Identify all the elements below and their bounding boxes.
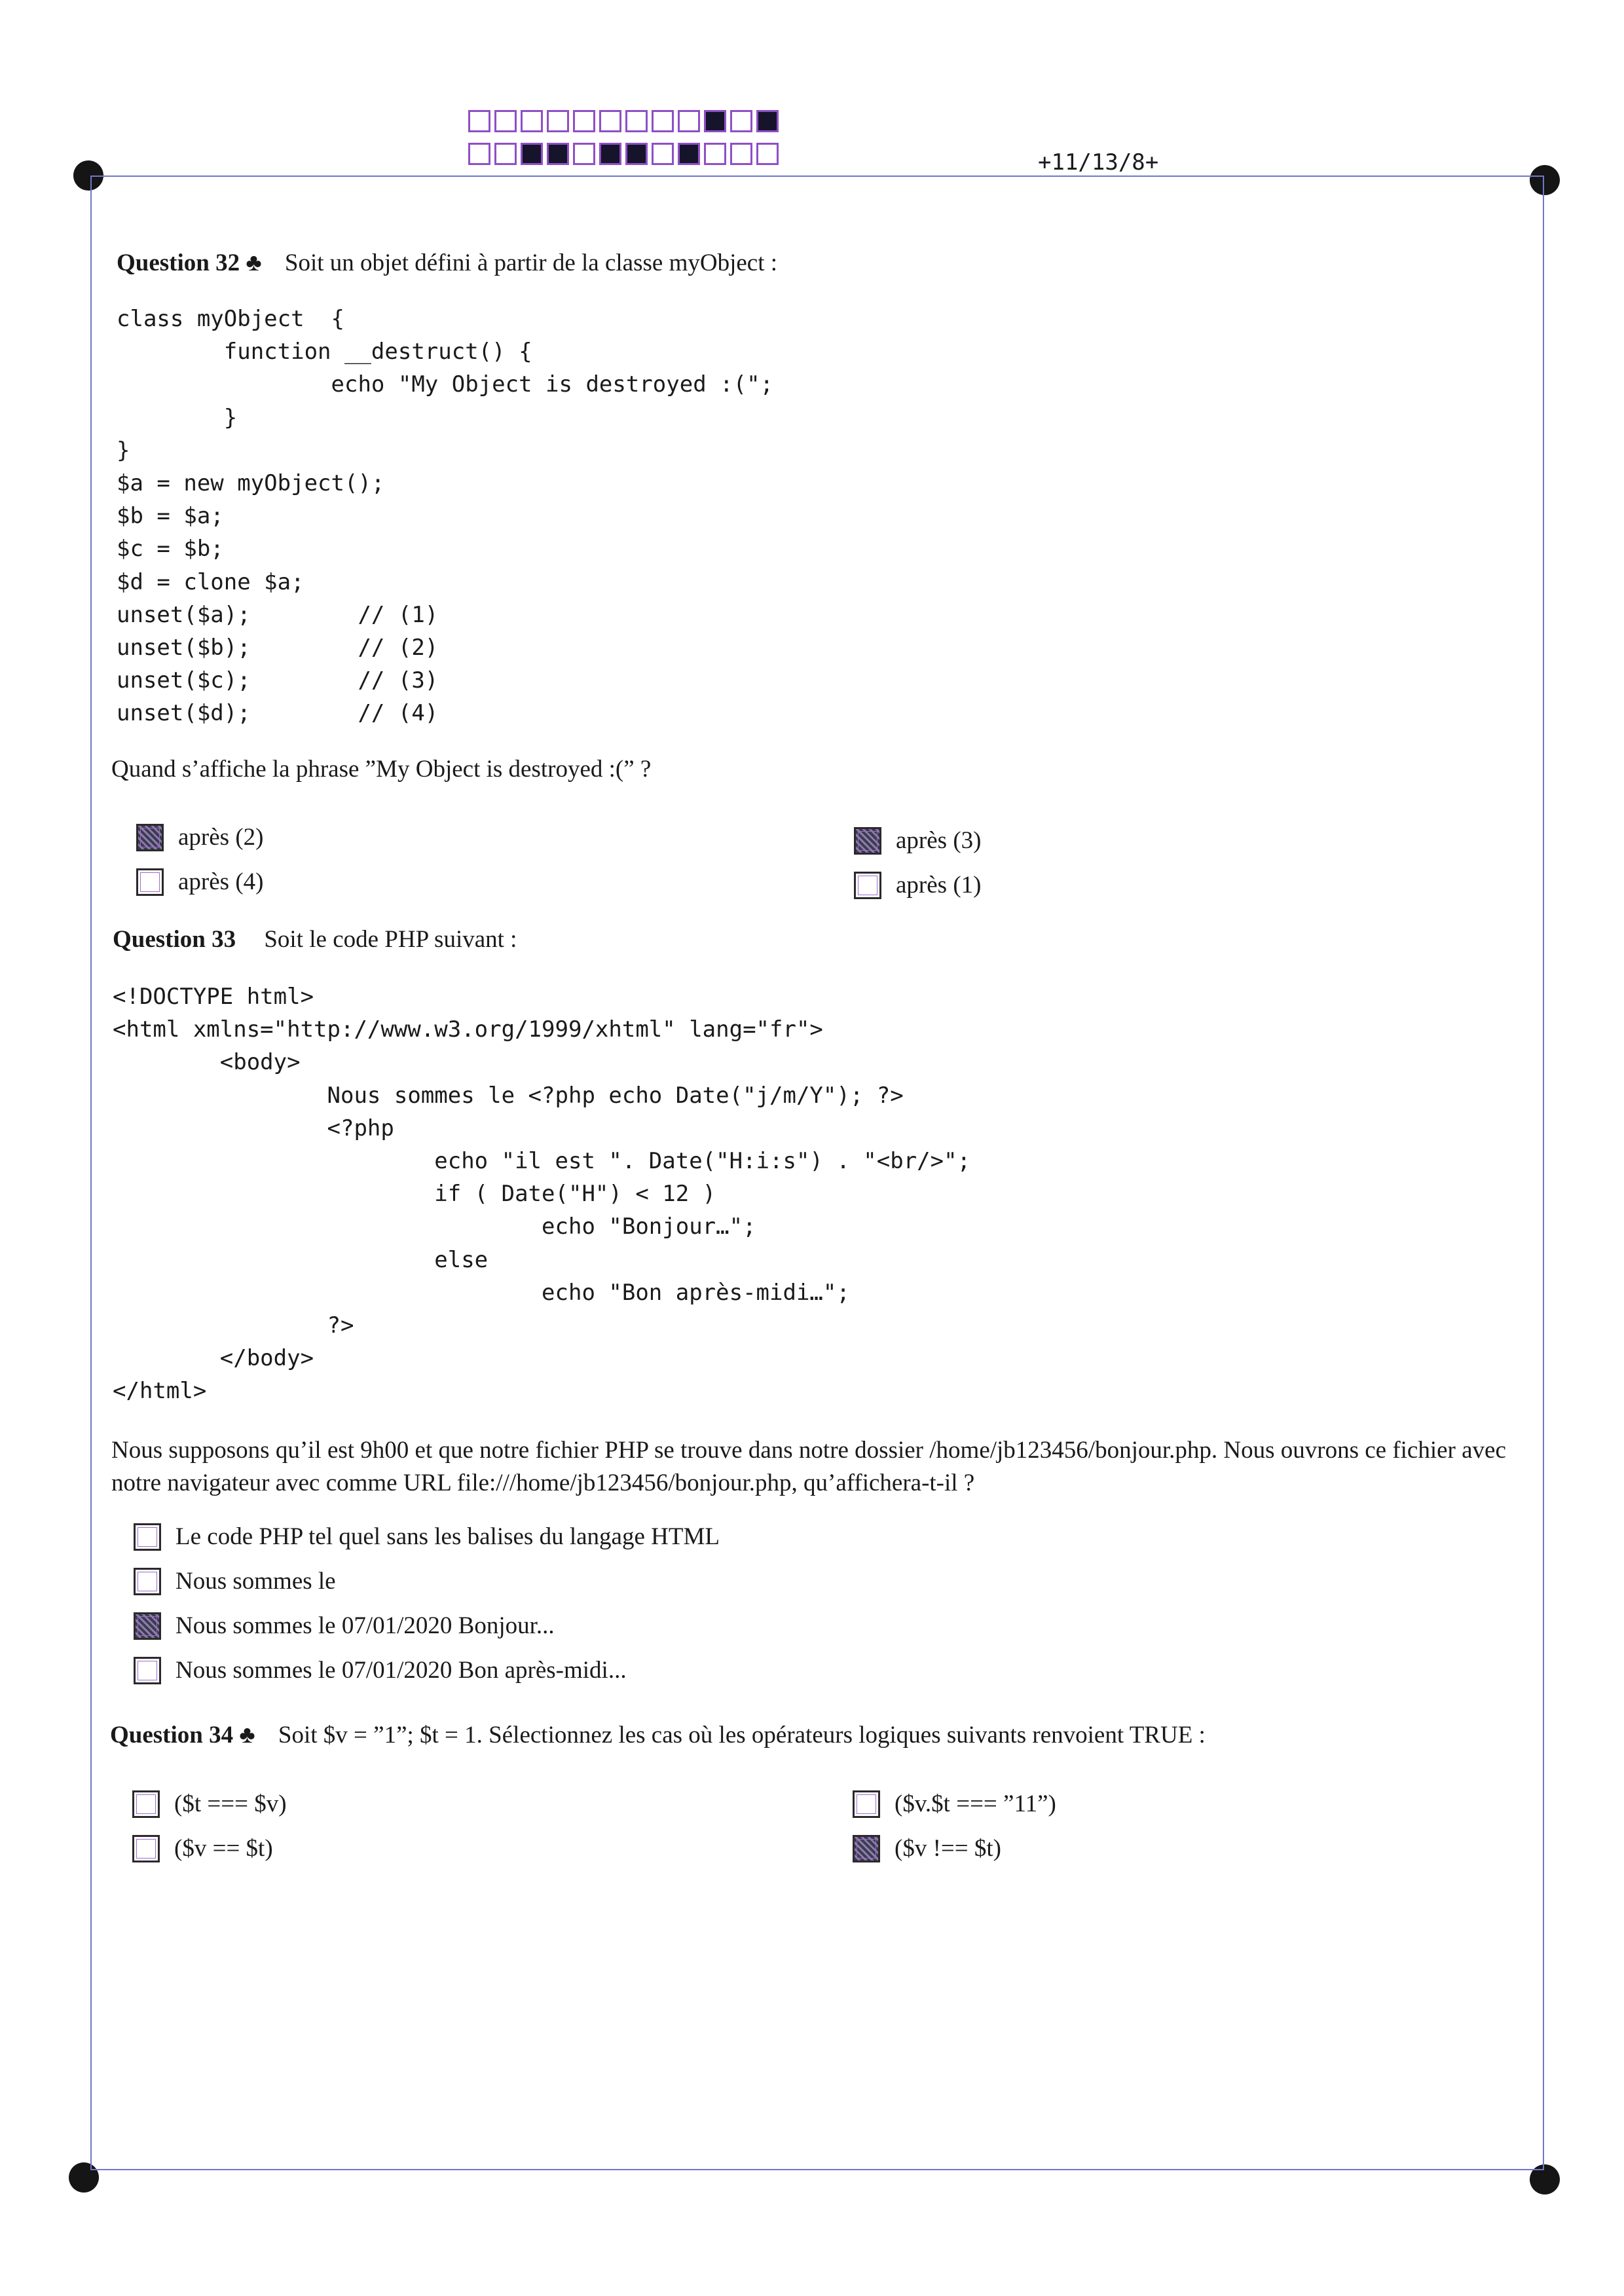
question-33-label: Question 33: [113, 926, 236, 953]
q33-choice-4[interactable]: [134, 1656, 627, 1684]
barcode-cell: [547, 143, 569, 165]
barcode-cell: [678, 143, 700, 165]
choice-label: ($t === $v): [174, 1790, 287, 1817]
barcode-cell: [494, 110, 517, 132]
choice-label: ($v == $t): [174, 1835, 273, 1862]
barcode-cell: [730, 110, 752, 132]
barcode-cell: [599, 110, 621, 132]
club-icon: ♣: [246, 250, 262, 276]
barcode-cell: [704, 110, 726, 132]
question-32-text: Soit un objet défini à partir de la classe myObject :: [284, 250, 778, 276]
checkbox[interactable]: [854, 827, 881, 855]
question-34-text: Soit $v = ”1”; $t = 1. Sélectionnez les cas où les opérateurs logiques suivants renvoient TRUE :: [278, 1722, 1206, 1749]
q33-choice-3[interactable]: [134, 1612, 555, 1640]
barcode-cell: [756, 110, 779, 132]
checkbox[interactable]: [134, 1523, 161, 1551]
choice-label: Nous sommes le: [175, 1568, 336, 1595]
question-34-heading: [110, 1721, 1206, 1749]
choice-label: Nous sommes le 07/01/2020 Bon après-midi...: [175, 1657, 627, 1684]
barcode-cell: [704, 143, 726, 165]
checkbox[interactable]: [134, 1612, 161, 1640]
barcode-cell: [625, 110, 648, 132]
question-34-label: Question 34: [110, 1722, 234, 1749]
q33-choice-2[interactable]: [134, 1567, 336, 1595]
checkbox[interactable]: [134, 1568, 161, 1595]
barcode-cell: [521, 110, 543, 132]
barcode-cell: [599, 143, 621, 165]
q32-choice-4[interactable]: [854, 871, 981, 899]
choice-label: ($v !== $t): [895, 1835, 1001, 1862]
q34-choice-3[interactable]: [853, 1790, 1056, 1818]
question-32-label: Question 32: [117, 250, 240, 276]
checkbox[interactable]: [132, 1790, 160, 1818]
choice-label: après (4): [178, 868, 264, 895]
choice-label: après (1): [896, 872, 982, 898]
barcode-cell: [494, 143, 517, 165]
choice-label: Le code PHP tel quel sans les balises du langage HTML: [175, 1523, 720, 1550]
q34-choice-2[interactable]: [132, 1834, 273, 1862]
choice-label: après (3): [896, 827, 982, 854]
q34-choice-4[interactable]: [853, 1834, 1001, 1862]
checkbox[interactable]: [134, 1657, 161, 1684]
choice-label: ($v.$t === ”11”): [895, 1790, 1056, 1817]
checkbox[interactable]: [132, 1835, 160, 1862]
barcode-cell: [468, 110, 490, 132]
page-id: +11/13/8+: [1038, 149, 1159, 176]
barcode-cell: [730, 143, 752, 165]
choice-label: Nous sommes le 07/01/2020 Bonjour...: [175, 1612, 555, 1639]
checkbox[interactable]: [853, 1835, 880, 1862]
q33-choice-1[interactable]: [134, 1523, 720, 1551]
q34-choice-1[interactable]: [132, 1790, 287, 1818]
checkbox[interactable]: [136, 824, 164, 851]
q32-choice-1[interactable]: [136, 823, 263, 851]
barcode-cell: [625, 143, 648, 165]
checkbox[interactable]: [853, 1790, 880, 1818]
q32-choice-3[interactable]: [854, 826, 981, 855]
barcode-cell: [678, 110, 700, 132]
barcode-cell: [573, 143, 595, 165]
question-33-prompt: Nous supposons qu’il est 9h00 et que notre fichier PHP se trouve dans notre dossier /home/jb123456/bonjour.php. Nous ouvrons ce fichier avec notre navigateur avec comme URL file:///home/jb123456/bonjour.php, qu’affichera-t-il ?: [111, 1437, 1506, 1496]
question-32-code: class myObject { function __destruct() { echo "My Object is destroyed :("; } } $a = new myObject(); $b = $a; $c = $b; $d = clone $a; unset($a); // (1) unset($b); // (2) unset($c); // (3) unset($d); // (4): [117, 306, 774, 727]
barcode-cell: [756, 143, 779, 165]
barcode-cell: [652, 143, 674, 165]
barcode-cell: [521, 143, 543, 165]
checkbox[interactable]: [854, 872, 881, 899]
barcode-row-1: [468, 110, 779, 132]
choice-label: après (2): [178, 824, 264, 851]
question-32-prompt: Quand s’affiche la phrase ”My Object is destroyed :(” ?: [111, 756, 652, 783]
barcode-cell: [652, 110, 674, 132]
question-33-code: <!DOCTYPE html> <html xmlns="http://www.w3.org/1999/xhtml" lang="fr"> <body> Nous sommes le <?php echo Date("j/m/Y"); ?> <?php echo "il est ". Date("H:i:s") . "<br/>"; if ( Date("H") < 12 ) echo "Bonjour…"; else echo "Bon après-midi…"; ?> </body> </html>: [113, 984, 971, 1405]
club-icon: ♣: [239, 1722, 255, 1749]
q32-choice-2[interactable]: [136, 868, 263, 896]
checkbox[interactable]: [136, 868, 164, 896]
question-32-heading: [117, 249, 777, 277]
question-33-heading: [113, 925, 517, 954]
barcode-row-2: [468, 143, 779, 165]
barcode-cell: [547, 110, 569, 132]
question-33-text: Soit le code PHP suivant :: [264, 926, 517, 953]
barcode-cell: [573, 110, 595, 132]
barcode-cell: [468, 143, 490, 165]
